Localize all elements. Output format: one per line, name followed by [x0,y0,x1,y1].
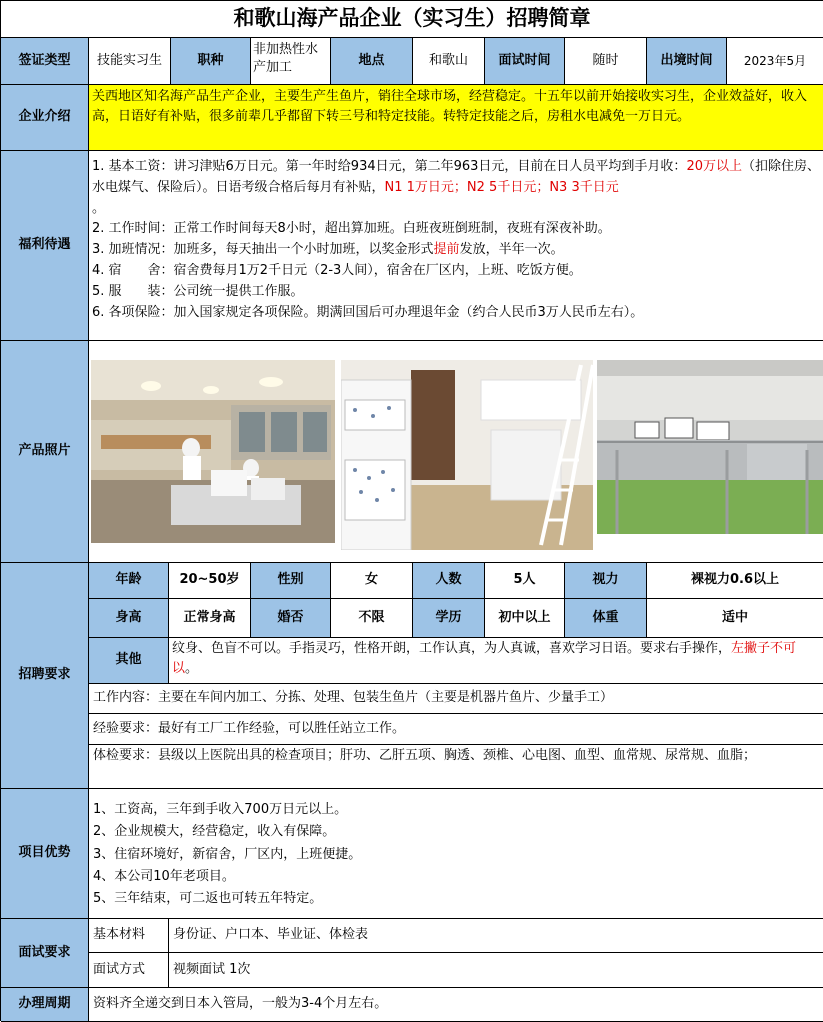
materials-label: 基本材料 [89,919,169,953]
dormitory-photo [341,360,593,550]
benefits-content [89,151,823,341]
work-content: 工作内容：主要在车间内加工、分拣、处理、包装生鱼片（主要是机器片鱼片、少量手工） [89,684,823,714]
height-value: 正常身高 [169,599,251,638]
benefits-label: 福利待遇 [1,151,89,341]
vision-value: 裸视力0.6以上 [647,563,823,599]
benefit-line-2: 2. 工作时间：正常工作时间每天8小时，超出算加班。白班夜班倒班制，夜班有深夜补助。 [92,221,611,237]
advantage-item: 3、住宿环境好，新宿舍，厂区内，上班便捷。 [93,846,362,862]
age-value: 20~50岁 [169,563,251,599]
height-label: 身高 [89,599,169,638]
interview-time-label: 面试时间 [485,38,565,85]
weight-value: 适中 [647,599,823,638]
visa-type-label: 签证类型 [1,38,89,85]
company-intro-text: 关西地区知名海产品生产企业，主要生产生鱼片，销往全球市场，经营稳定。十五年以前开始接收实习生，企业效益好，收入高，日语好有补贴，很多前辈几乎都留下转三号和特定技能。转特定技能之后，房租水电减免一万日元。 [89,85,823,151]
interview-time-value: 随时 [565,38,647,85]
processing-period-label: 办理周期 [1,988,89,1022]
job-type-label: 职种 [171,38,251,85]
count-label: 人数 [413,563,485,599]
other-label: 其他 [89,638,169,684]
marital-value: 不限 [331,599,413,638]
count-value: 5人 [485,563,565,599]
advantage-item: 4、本公司10年老项目。 [93,869,235,885]
requirements-label: 招聘要求 [1,563,89,789]
income-highlight: 20万以上 [686,159,742,174]
advantage-item: 5、三年结束，可二返也可转五年特定。 [93,891,323,907]
company-intro-label: 企业介绍 [1,85,89,151]
medical-requirement: 体检要求：县级以上医院出具的检查项目；肝功、乙肝五项、胸透、颈椎、心电图、血型、血常规、尿常规、血脂； [89,745,823,789]
advantage-item: 2、企业规模大，经营稳定，收入有保障。 [93,824,336,840]
benefit-line-6: 6. 各项保险：加入国家规定各项保险。期满回国后可办理退年金（约合人民币3万人民币左右）。 [92,304,644,320]
method-value: 视频面试 1次 [169,953,823,988]
left-handed-warning: 左撇子不可以 [172,641,797,677]
departure-time-value: 2023年5月 [727,38,823,85]
advantage-item: 1、工资高，三年到手收入700万日元以上。 [93,802,348,817]
kitchen-photo [597,360,823,534]
advantages-label: 项目优势 [1,789,89,919]
photos-label: 产品照片 [1,341,89,563]
photos-area [89,341,823,563]
benefit-line-4: 4. 宿 舍：宿舍费每月1万2千日元（2-3人间），宿舍在厂区内，上班、吃饭方便。 [92,262,582,278]
benefit-line-3: 3. 加班情况：加班多，每天抽出一个小时加班，以奖金形式提前发放，半年一次。 [92,242,564,258]
visa-type-value: 技能实习生 [89,38,171,85]
location-label: 地点 [331,38,413,85]
advantages-content [89,789,823,919]
education-label: 学历 [413,599,485,638]
method-label: 面试方式 [89,953,169,988]
job-type-value: 非加热性水产加工 [251,38,331,85]
processing-period-value: 资料齐全递交到日本入管局，一般为3-4个月左右。 [89,988,823,1022]
other-value: 纹身、色盲不可以。手指灵巧，性格开朗，工作认真，为人真诚，喜欢学习日语。要求右手操作，左撇子不可以。 [169,638,823,684]
factory-photo [91,360,335,543]
gender-label: 性别 [251,563,331,599]
materials-value: 身份证、户口本、毕业证、体检表 [169,919,823,953]
marital-label: 婚否 [251,599,331,638]
education-value: 初中以上 [485,599,565,638]
vision-label: 视力 [565,563,647,599]
benefit-line-1: 1. 基本工资：讲习津贴6万日元。第一年时给934日元，第二年963日元，目前在日人员平均到手月收：20万以上（扣除住房、水电煤气、保险后）。日语考级合格后每月有补贴，N1 1万日元；N2 5千日元；N3 3千日元 。 [92,159,820,216]
title-text: 和歌山海产品企业（实习生）招聘简章 [233,6,591,31]
benefit-line-5: 5. 服 装：公司统一提供工作服。 [92,283,304,299]
departure-time-label: 出境时间 [647,38,727,85]
interview-requirements-label: 面试要求 [1,919,89,988]
jlpt-allowance-highlight: N1 1万日元；N2 5千日元；N3 3千日元 [384,179,619,195]
location-value: 和歌山 [413,38,485,85]
age-label: 年龄 [89,563,169,599]
gender-value: 女 [331,563,413,599]
weight-label: 体重 [565,599,647,638]
page-title [1,1,823,38]
experience-requirement: 经验要求：最好有工厂工作经验，可以胜任站立工作。 [89,714,823,745]
